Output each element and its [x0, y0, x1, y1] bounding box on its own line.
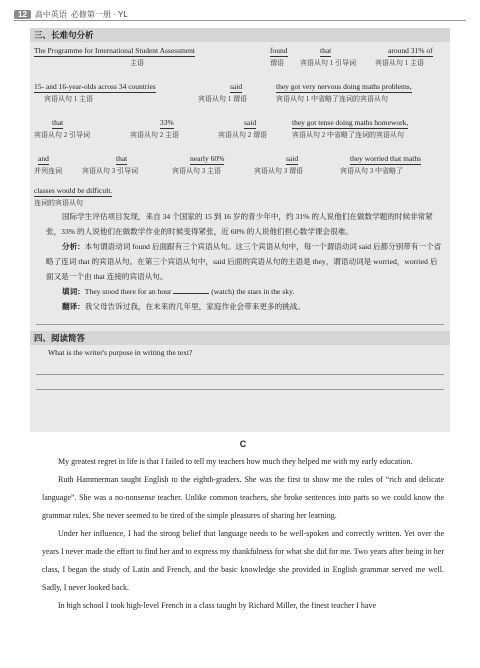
- token-text: said: [230, 82, 243, 91]
- token-text: they worried that maths: [350, 154, 422, 163]
- token-label: 宾语从句 3 主语: [172, 167, 221, 175]
- token-label: 并列连词: [34, 167, 62, 175]
- token-text: nearly 60%: [190, 154, 225, 163]
- reading-passage: [42, 435, 444, 615]
- answer-line[interactable]: [36, 389, 444, 390]
- sentence-analysis: [30, 42, 450, 209]
- sentence-translation: 国际学生评估项目发现，来自 34 个国家的 15 到 16 岁的青少年中，约 31% 的人说他们在做数学题的时候非常紧张，33% 的人说他们在做数学作业的时候变得紧张，近 60% 的人说他们担心数学课会很难。: [46, 212, 433, 236]
- token-text: they got very nervous doing maths problems,: [276, 82, 412, 91]
- fill-exercise: [30, 284, 450, 299]
- token-text: that: [52, 118, 64, 127]
- label-tail: 连词的宾语从句: [34, 199, 83, 207]
- translate-text: 我父母告诉过我，在未来的几年里，家庭作业会带来更多的挑战。: [84, 302, 305, 311]
- analysis-text: 本句谓语动词 found 后面跟有三个宾语从句。这三个宾语从句中，每一个谓语动词 said 后都分别带有一个省略了连词 that 的宾语从句。在第三个宾语从句中，said 后面的宾语从句的主语是 they，谓语动词是 worried，worried 后面又是一个由 that 连接的宾语从句。: [46, 242, 442, 281]
- token-text: said: [244, 118, 257, 127]
- analysis-label: 分析：: [62, 242, 85, 251]
- passage-letter: C: [239, 439, 247, 449]
- passage-paragraph: Ruth Hammerman taught English to the eighth-graders. She was the first to show me the rules of “rich and delicate language”. She was a no-nonsense teacher. Unlike common teachers, she broke sentences into parts so we could know the grammar rules. She never seemed to be tired of the simple pleasures of sharing her learning.: [42, 475, 444, 520]
- exercise-box: [30, 28, 450, 432]
- token-label: 宾语从句 3 引导词: [82, 167, 138, 175]
- page-number: 12: [14, 10, 31, 19]
- token-text: classes would be difficult.: [34, 186, 113, 195]
- token-text: said: [286, 154, 299, 163]
- token-text: they got tense doing maths homework,: [292, 118, 409, 127]
- token-label: 宾语从句 2 主语: [130, 131, 179, 139]
- token-label: 宾语从句 2 谓语: [218, 131, 267, 139]
- token-label: 宾语从句 1 中省略了连词的宾语从句: [276, 95, 388, 103]
- token-label: 宾语从句 2 引导词: [34, 131, 90, 139]
- book-title: 必修第一册 · YL: [70, 9, 128, 19]
- fill-after: (watch) the stars in the sky.: [211, 287, 295, 296]
- section-4-title: 四、阅读简答: [30, 331, 450, 345]
- token-text: The Programme for International Student Assessment: [34, 46, 196, 55]
- fill-before: They stood there for an hour: [84, 287, 172, 296]
- question: What is the writer's purpose in writing the text?: [48, 348, 193, 357]
- token-label: 宾语从句 2 中省略了连词的宾语从句: [292, 131, 404, 139]
- token-label: 宾语从句 1 谓语: [198, 95, 247, 103]
- token-text: that: [320, 46, 332, 55]
- token-text: and: [38, 154, 49, 163]
- translate-label: 翻译：: [62, 302, 85, 311]
- token-label: 宾语从句 3 中省略了: [340, 167, 403, 175]
- page-header: [14, 8, 466, 21]
- token-label: 主语: [130, 59, 144, 67]
- token-label: 宾语从句 1 主语: [44, 95, 93, 103]
- token-text: that: [116, 154, 128, 163]
- token-label: 宾语从句 3 谓语: [254, 167, 303, 175]
- token-label: 宾语从句 1 主语: [375, 59, 424, 67]
- token-text: found: [270, 46, 288, 55]
- answer-line[interactable]: [36, 374, 444, 375]
- translate-exercise: [30, 299, 450, 314]
- passage-paragraph: My greatest regret in life is that I failed to tell my teachers how much they helped me with my early education.: [58, 457, 413, 466]
- fill-blank[interactable]: [173, 285, 209, 294]
- analysis: [30, 239, 450, 284]
- token-text: around 31% of: [388, 46, 433, 55]
- passage-paragraph: Under her influence, I had the strong belief that language needs to be well-spoken and correctly written. Yet over the years I never made the effort to find her and to express my thankfulness for what she did for me. Two years after being in her class, I began the study of Latin and French, and the basic knowledge she provided in English grammar served me well. Sadly, I never looked back.: [42, 529, 444, 592]
- token-label: 谓语: [270, 59, 284, 67]
- section-3-title: 三、长难句分析: [30, 28, 450, 42]
- passage-paragraph: In high school I took high-level French in a class taught by Richard Miller, the finest teacher I have: [58, 601, 377, 610]
- token-label: 宾语从句 1 引导词: [300, 59, 356, 67]
- answer-line[interactable]: [36, 324, 444, 325]
- series-title: 高中英语: [34, 9, 67, 19]
- token-text: 33%: [160, 118, 174, 127]
- fill-label: 填词：: [62, 287, 85, 296]
- token-text: 15- and 16-year-olds across 34 countries: [34, 82, 156, 91]
